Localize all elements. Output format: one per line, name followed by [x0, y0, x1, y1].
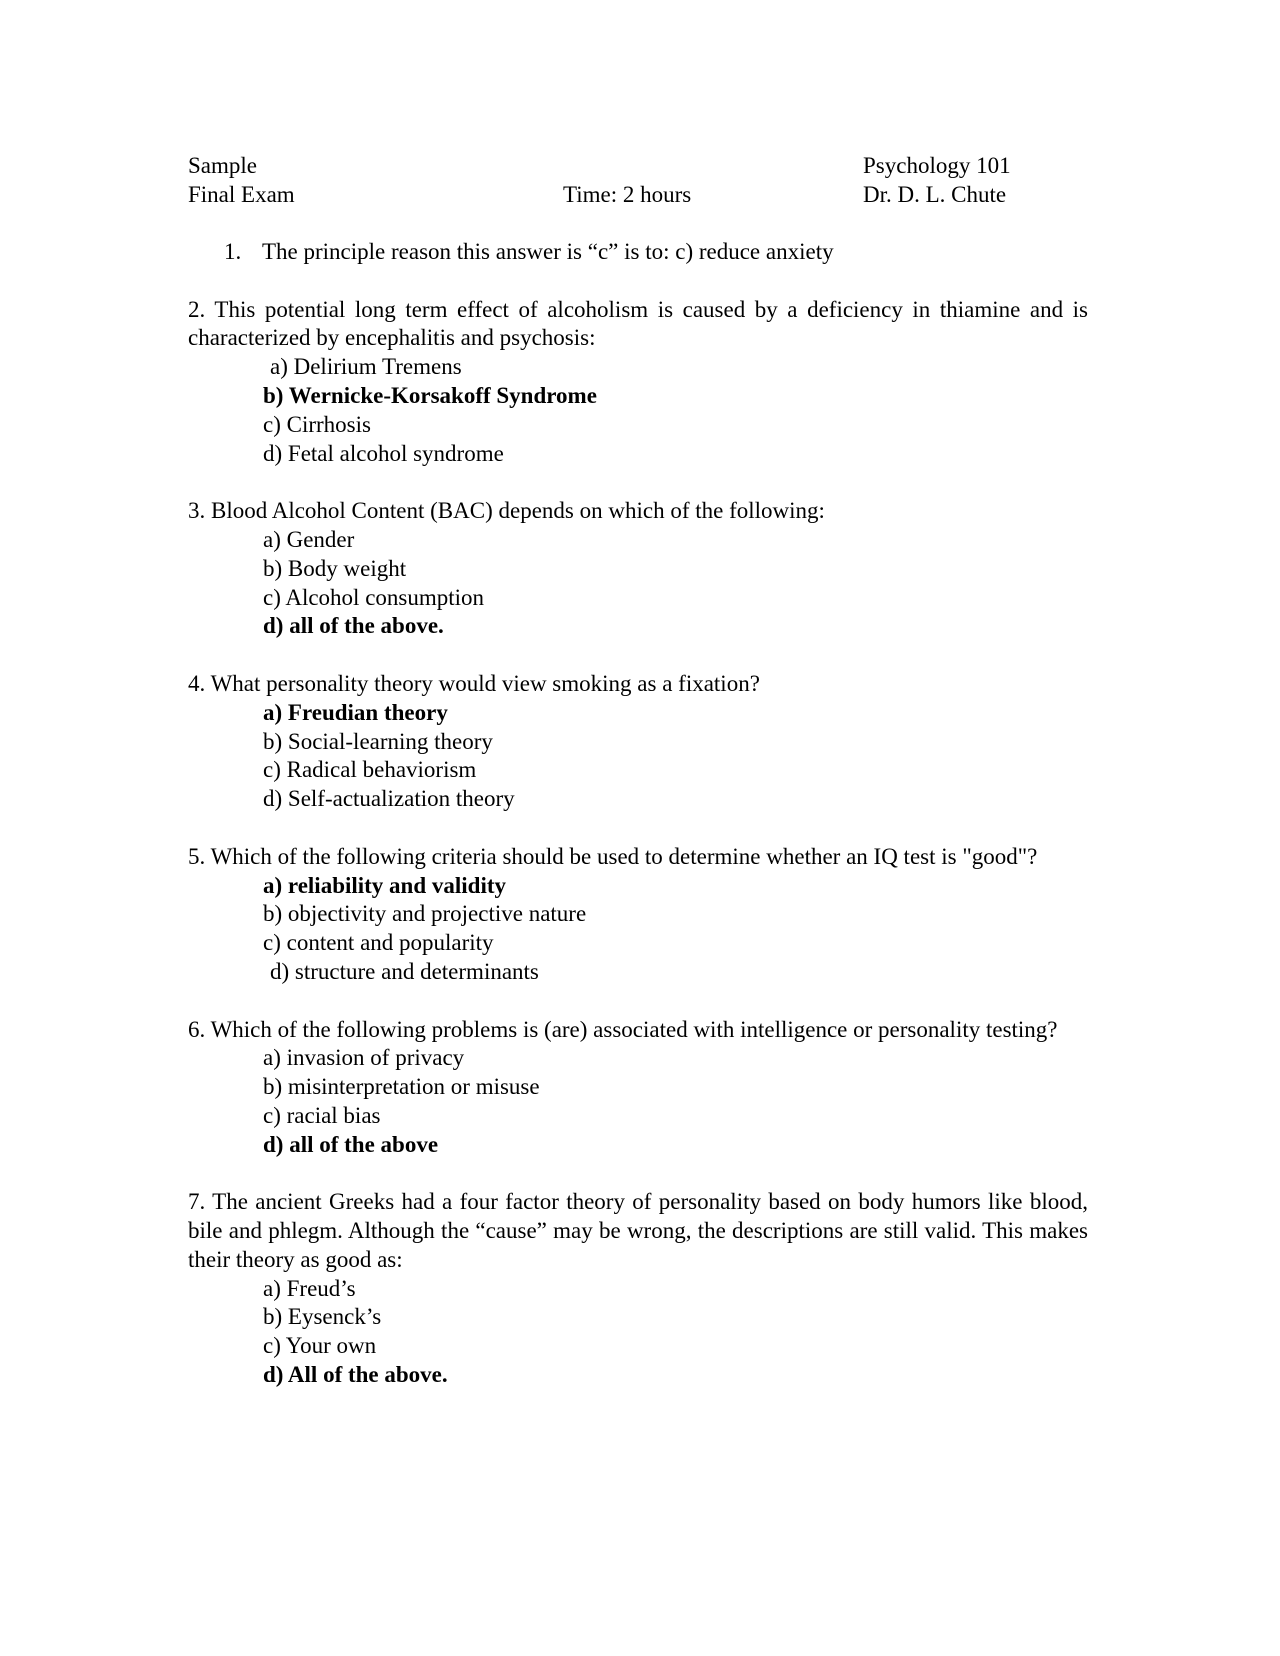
question-3-option-b: b) Body weight	[263, 555, 407, 581]
question-2-stem: 2. This potential long term effect of alcoholism is caused by a deficiency in thiamine and is characterized by encephalitis and psychosis:	[188, 296, 1088, 351]
question-2-options	[188, 353, 1088, 468]
question-1	[188, 238, 1088, 267]
question-5-option-a: a) reliability and validity	[263, 872, 507, 898]
question-6-option-d: d) all of the above	[263, 1131, 439, 1157]
question-7-options	[188, 1275, 1088, 1390]
question-3-stem: 3. Blood Alcohol Content (BAC) depends on which of the following:	[188, 498, 825, 524]
question-3-option-c: c) Alcohol consumption	[263, 584, 485, 610]
question-7-option-b: b) Eysenck’s	[263, 1304, 382, 1330]
question-6-options	[188, 1044, 1088, 1159]
question-2-option-d: d) Fetal alcohol syndrome	[263, 440, 504, 466]
question-7-option-d: d) All of the above.	[263, 1362, 448, 1388]
question-7-option-c: c) Your own	[263, 1333, 377, 1359]
question-7-option-a: a) Freud’s	[263, 1275, 356, 1301]
question-5-option-c: c) content and popularity	[263, 930, 494, 956]
question-4-option-b: b) Social-learning theory	[263, 728, 493, 754]
header-time: Time: 2 hours	[563, 181, 692, 207]
question-4	[188, 670, 1088, 814]
question-5	[188, 843, 1088, 987]
header-exam-title: Final Exam	[188, 181, 295, 207]
question-5-options	[188, 872, 1088, 987]
question-4-options	[188, 699, 1088, 814]
question-3	[188, 497, 1088, 641]
question-3-option-a: a) Gender	[263, 526, 355, 552]
question-5-option-b: b) objectivity and projective nature	[263, 901, 587, 927]
header-sample: Sample	[188, 153, 257, 178]
question-4-option-d: d) Self-actualization theory	[263, 786, 515, 812]
question-1-number: 1.	[224, 239, 242, 264]
question-7	[188, 1188, 1088, 1390]
exam-questions	[188, 238, 1088, 1390]
header-course: Psychology 101	[863, 153, 1011, 178]
question-5-stem: 5. Which of the following criteria should be used to determine whether an IQ test is "good"?	[188, 843, 1038, 869]
question-2-option-c: c) Cirrhosis	[263, 411, 371, 437]
question-2-option-b: b) Wernicke-Korsakoff Syndrome	[263, 382, 597, 408]
question-2	[188, 296, 1088, 469]
question-4-option-c: c) Radical behaviorism	[263, 757, 477, 783]
question-5-option-d: d) structure and determinants	[270, 958, 539, 984]
question-6-option-b: b) misinterpretation or misuse	[263, 1074, 540, 1100]
header-instructor: Dr. D. L. Chute	[863, 181, 1007, 207]
question-3-options	[188, 526, 1088, 641]
question-4-stem: 4. What personality theory would view smoking as a fixation?	[188, 670, 760, 696]
question-6-option-c: c) racial bias	[263, 1102, 381, 1128]
question-7-stem: 7. The ancient Greeks had a four factor theory of personality based on body humors like blood, bile and phlegm. Although the “cause” may be wrong, the descriptions are still valid. This makes their theory as good as:	[188, 1189, 1088, 1272]
question-6	[188, 1016, 1088, 1160]
question-4-option-a: a) Freudian theory	[263, 699, 448, 725]
question-1-text: The principle reason this answer is “c” is to: c) reduce anxiety	[262, 239, 834, 264]
header-line-2	[188, 181, 1088, 210]
question-2-option-a: a) Delirium Tremens	[270, 354, 462, 380]
question-6-option-a: a) invasion of privacy	[263, 1045, 465, 1071]
exam-header	[188, 152, 1088, 212]
question-6-stem: 6. Which of the following problems is (are) associated with intelligence or personality testing?	[188, 1016, 1058, 1042]
question-3-option-d: d) all of the above.	[263, 613, 444, 639]
header-line-1	[188, 152, 1088, 181]
